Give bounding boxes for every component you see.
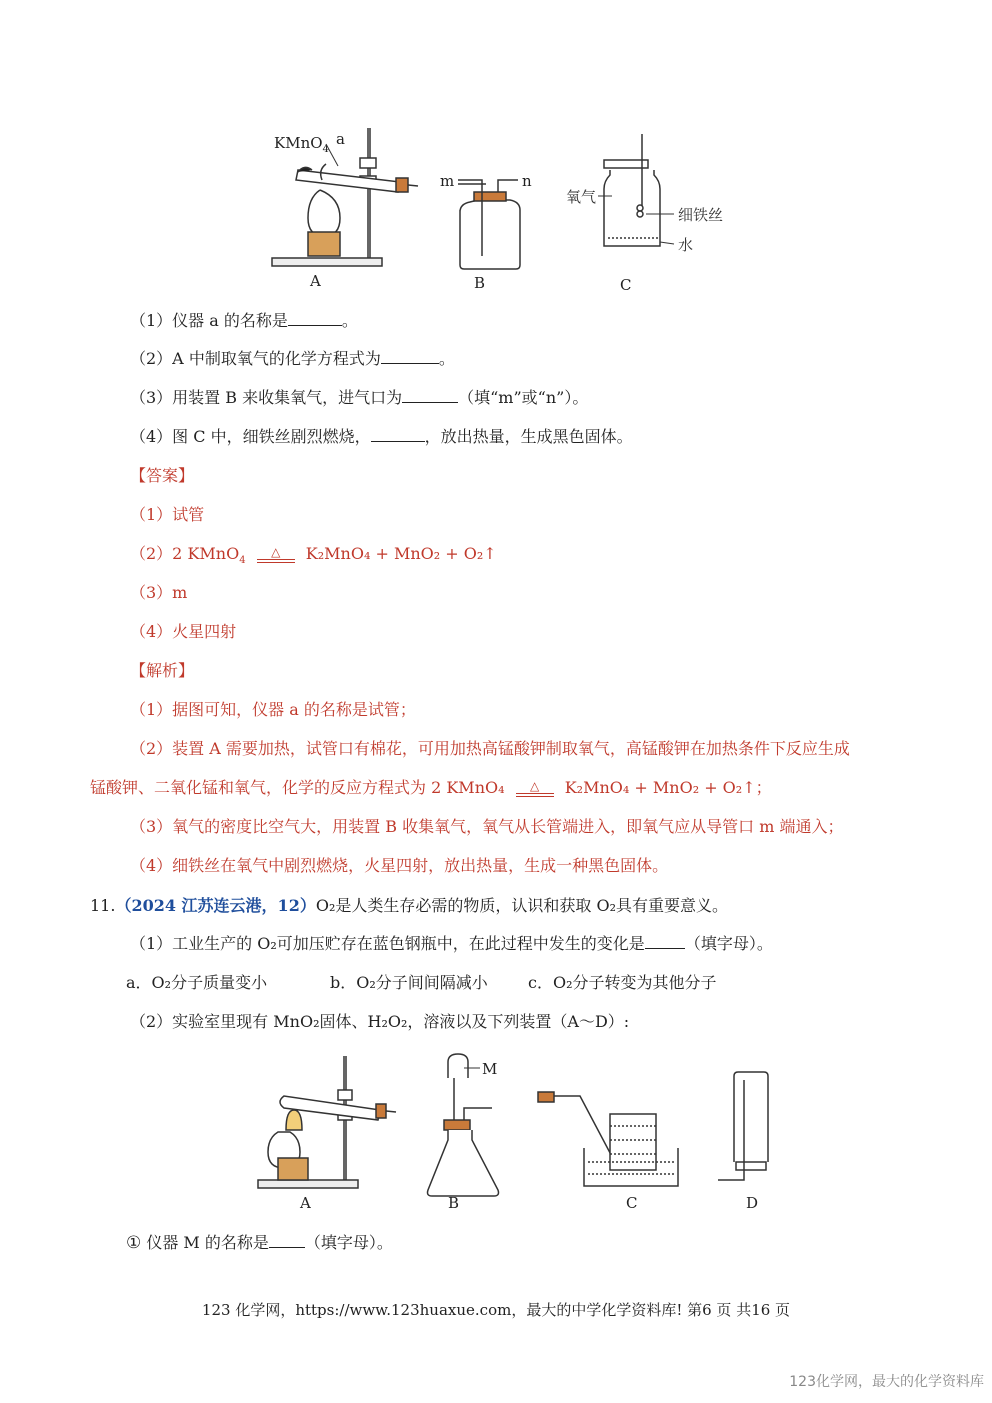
figure-2-apparatus xyxy=(250,1050,790,1220)
answer-blank xyxy=(269,1233,305,1248)
analysis-2-line-1: （2）装置 A 需要加热，试管口有棉花，可用加热高锰酸钾制取氧气，高锰酸钾在加热条件下反应生成 xyxy=(130,739,850,758)
fig1-label-wire: 细铁丝 xyxy=(678,206,724,224)
apparatus-a2-drawing xyxy=(258,1056,396,1188)
answer-1: （1）试管 xyxy=(130,505,205,524)
answer-blank xyxy=(402,388,458,403)
question-11-option-b: b．O₂分子间间隔减小 xyxy=(330,973,488,992)
question-11-option-a: a．O₂分子质量变小 xyxy=(126,973,268,992)
analysis-2-line-2: 锰酸钾、二氧化锰和氧气，化学的反应方程式为 2 KMnO₄ △ K₂MnO₄ + MnO₂ + O₂↑； xyxy=(90,778,772,797)
analysis-heading: 【解析】 xyxy=(130,661,195,680)
figure-1-apparatus xyxy=(260,120,740,300)
fig1-label-water: 水 xyxy=(678,236,694,254)
answer-blank xyxy=(288,311,342,326)
fig2-caption-a: A xyxy=(300,1194,311,1212)
fig1-label-m: m xyxy=(440,172,455,190)
answer-blank xyxy=(381,349,439,364)
fig1-caption-a: A xyxy=(310,272,321,290)
question-11-sub-2-1: ① 仪器 M 的名称是 （填字母）。 xyxy=(126,1233,393,1253)
fig1-label-a: a xyxy=(336,130,345,148)
question-11-stem: 11.（2024 江苏连云港，12）O₂是人类生存必需的物质，认识和获取 O₂具有重要意义。 xyxy=(90,896,728,915)
question-11-option-c: c．O₂分子转变为其他分子 xyxy=(528,973,717,992)
fig1-label-kmno4: KMnO$_4$ xyxy=(274,134,329,155)
fig1-label-oxygen: 氧气 xyxy=(566,188,597,206)
answer-4: （4）火星四射 xyxy=(130,622,237,641)
analysis-3: （3）氧气的密度比空气大，用装置 B 收集氧气，氧气从长管端进入，即氧气应从导管口 m 端通入； xyxy=(130,817,844,836)
analysis-4: （4）细铁丝在氧气中剧烈燃烧，火星四射，放出热量，生成一种黑色固体。 xyxy=(130,856,669,875)
fig1-caption-c: C xyxy=(620,276,632,294)
question-2: （2）A 中制取氧气的化学方程式为 。 xyxy=(130,349,455,368)
answer-3: （3）m xyxy=(130,583,188,602)
question-11-sub-2: （2）实验室里现有 MnO₂固体、H₂O₂，溶液以及下列装置（A～D）: xyxy=(130,1012,630,1031)
fig2-caption-c: C xyxy=(626,1194,638,1212)
apparatus-c2-drawing xyxy=(538,1092,678,1186)
apparatus-c-drawing xyxy=(604,134,660,246)
question-4: （4）图 C 中，细铁丝剧烈燃烧， ，放出热量，生成黑色固体。 xyxy=(130,427,633,446)
answer-heading: 【答案】 xyxy=(130,466,195,485)
fig2-caption-d: D xyxy=(746,1194,759,1212)
analysis-1: （1）据图可知，仪器 a 的名称是试管； xyxy=(130,700,416,719)
heat-equals-sign: △ xyxy=(257,546,295,563)
fig2-caption-b: B xyxy=(448,1194,460,1212)
fig1-caption-b: B xyxy=(474,274,486,292)
page-footer: 123 化学网，https://www.123huaxue.com，最大的中学化学资料库! 第6 页 共16 页 xyxy=(201,1301,791,1319)
answer-blank xyxy=(645,934,685,949)
answer-2: （2）2 KMnO$_4$ △ K₂MnO₄ + MnO₂ + O₂↑ xyxy=(130,544,497,567)
question-3: （3）用装置 B 来收集氧气，进气口为 （填“m”或“n”）。 xyxy=(130,388,589,407)
apparatus-b-drawing xyxy=(458,180,520,269)
watermark: 123化学网，最大的化学资料库 xyxy=(789,1374,984,1390)
answer-blank xyxy=(371,427,425,442)
fig2-label-m: M xyxy=(482,1060,498,1078)
question-source: （2024 江苏连云港，12） xyxy=(115,896,316,915)
question-11-sub-1: （1）工业生产的 O₂可加压贮存在蓝色钢瓶中，在此过程中发生的变化是 （填字母）。 xyxy=(130,934,773,953)
apparatus-d2-drawing xyxy=(718,1072,768,1180)
question-1: （1）仪器 a 的名称是 。 xyxy=(130,311,358,330)
fig1-label-n: n xyxy=(522,172,532,190)
heat-equals-sign: △ xyxy=(516,780,554,797)
